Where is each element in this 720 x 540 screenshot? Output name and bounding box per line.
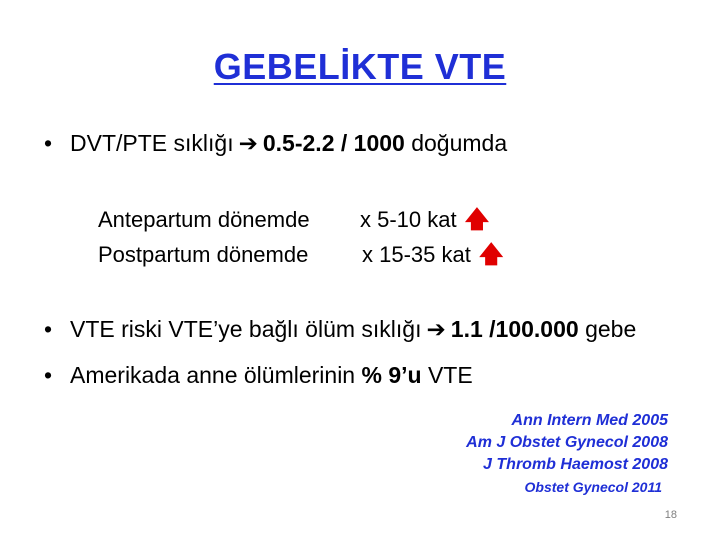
bullet-dot: •: [44, 130, 53, 156]
bullet3-value: % 9’u: [361, 362, 422, 388]
right-arrow-icon: ➔: [426, 316, 446, 342]
bullet-maternal-deaths: [44, 362, 473, 389]
sub-item-value: x 5-10 kat: [360, 207, 457, 232]
bullet2-text: VTE riski VTE’ye bağlı ölüm sıklığı: [70, 316, 422, 342]
reference-item: Ann Intern Med 2005: [511, 412, 668, 429]
reference-item: Am J Obstet Gynecol 2008: [466, 434, 668, 451]
sub-item-value: x 15-35 kat: [362, 242, 471, 267]
page-number: 18: [664, 509, 677, 521]
sub-item-postpartum: [98, 237, 504, 278]
sub-item-label: Postpartum dönemde: [98, 242, 309, 267]
bullet-vte-mortality: [44, 316, 636, 343]
sub-item-label: Antepartum dönemde: [98, 207, 310, 232]
bullet1-value: 0.5-2.2 / 1000: [262, 130, 405, 156]
slide-title: [0, 46, 720, 88]
reference-item: J Thromb Haemost 2008: [483, 456, 668, 473]
slide-title-text: GEBELİKTE VTE: [213, 46, 507, 87]
bullet-dot: •: [44, 362, 53, 388]
right-arrow-icon: ➔: [238, 130, 258, 156]
bullet2-value: 1.1 /100.000: [450, 316, 579, 342]
bullet3-suffix: VTE: [427, 362, 473, 388]
reference-item: Obstet Gynecol 2011: [524, 479, 662, 495]
up-arrow-icon: 🡅: [478, 241, 504, 268]
bullet-dvt-pte-frequency: [44, 130, 507, 157]
bullet1-suffix: doğumda: [411, 130, 508, 156]
up-arrow-icon: 🡅: [464, 206, 490, 233]
bullet2-suffix: gebe: [585, 316, 637, 342]
bullet1-text: DVT/PTE sıklığı: [70, 130, 234, 156]
bullet-dot: •: [44, 316, 53, 342]
references: [466, 410, 668, 498]
bullet3-text: Amerikada anne ölümlerinin: [70, 362, 356, 388]
